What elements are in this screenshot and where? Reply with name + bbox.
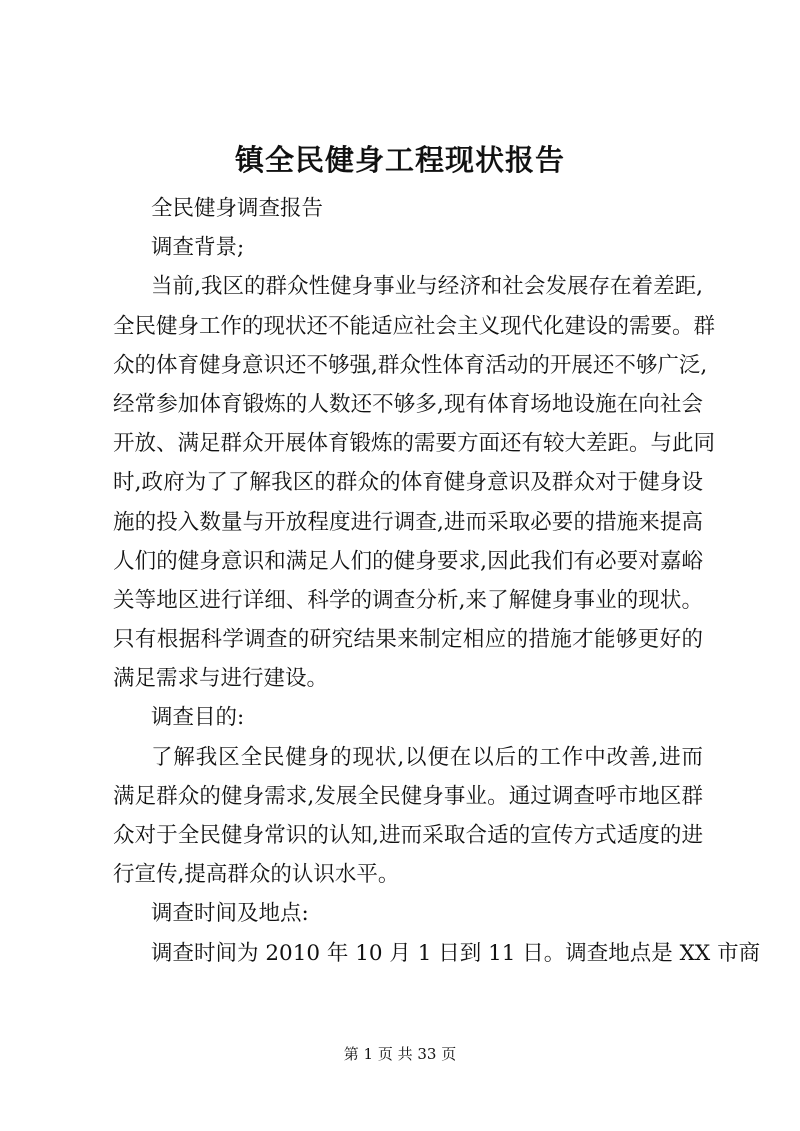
paragraph-line: 行宣传,提高群众的认识水平。 [113,862,400,888]
paragraph-line: 只有根据科学调查的研究结果来制定相应的措施才能够更好的 [113,627,703,653]
paragraph-line: 众对于全民健身常识的认知,进而采取合适的宣传方式适度的进 [113,823,703,848]
paragraph-line: 满足群众的健身需求,发展全民健身事业。通过调查呼市地区群 [113,783,703,809]
paragraph-line: 全民健身调查报告 [151,196,324,221]
document-body [113,189,761,973]
document-title: 镇全民健身工程现状报告 [234,143,565,177]
paragraph-line: 调查目的: [151,705,245,731]
paragraph-line: 调查时间及地点: [151,901,309,927]
paragraph-line: 当前,我区的群众性健身事业与经济和社会发展存在着差距, [151,274,703,300]
paragraph-line: 调查背景; [151,235,245,261]
paragraph-line: 满足需求与进行建设。 [113,666,329,692]
paragraph-line: 全民健身工作的现状还不能适应社会主义现代化建设的需要。群 [113,313,716,339]
paragraph-line: 关等地区进行详细、科学的调查分析,来了解健身事业的现状。 [113,587,703,613]
paragraph-line: 人们的健身意识和满足人们的健身要求,因此我们有必要对嘉峪 [113,548,703,574]
paragraph-line: 开放、满足群众开展体育锻炼的需要方面还有较大差距。与此同 [113,431,716,457]
paragraph-line: 施的投入数量与开放程度进行调查,进而采取必要的措施来提高 [113,509,703,535]
paragraph-line: 调查时间为 2010 年 10 月 1 日到 11 日。调查地点是 XX 市商 [151,940,761,966]
paragraph-line: 经常参加体育锻炼的人数还不够多,现有体育场地设施在向社会 [113,391,703,417]
paragraph-line: 了解我区全民健身的现状,以便在以后的工作中改善,进而 [151,744,703,770]
paragraph-line: 众的体育健身意识还不够强,群众性体育活动的开展还不够广泛, [113,352,708,378]
page-footer: 第 1 页 共 33 页 [343,1045,457,1063]
paragraph-line: 时,政府为了了解我区的群众的体育健身意识及群众对于健身设 [113,470,703,496]
